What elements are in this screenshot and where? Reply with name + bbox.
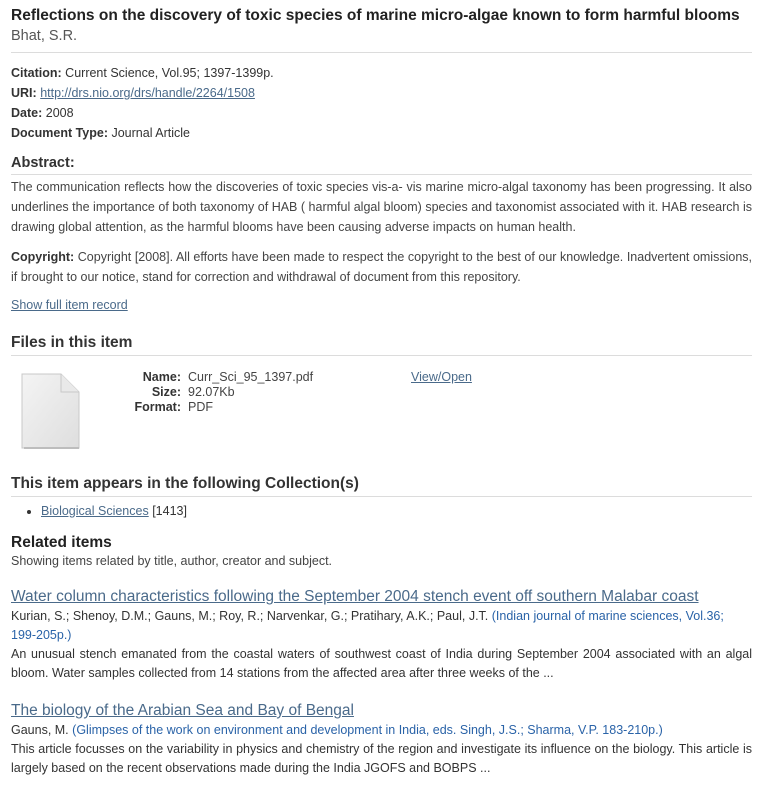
item-header bbox=[11, 6, 752, 53]
related-item-authors: Gauns, M. bbox=[11, 723, 69, 737]
file-values bbox=[188, 370, 313, 415]
related-item-authors: Kurian, S.; Shenoy, D.M.; Gauns, M.; Roy, R.; Narvenkar, G.; Pratihary, A.K.; Paul, J.T. bbox=[11, 609, 489, 623]
collection-link[interactable]: Biological Sciences bbox=[41, 504, 149, 518]
abstract-divider bbox=[11, 174, 752, 175]
file-format-label: Format: bbox=[134, 400, 181, 414]
item-title: Reflections on the discovery of toxic species of marine micro-algae known to form harmful blooms bbox=[11, 7, 740, 24]
file-labels bbox=[123, 370, 181, 415]
uri-row bbox=[11, 83, 752, 103]
doctype-row bbox=[11, 123, 752, 143]
file-format-value: PDF bbox=[188, 400, 213, 414]
abstract-heading: Abstract: bbox=[11, 155, 75, 171]
collections-list bbox=[11, 503, 752, 519]
collection-count: [1413] bbox=[152, 504, 187, 518]
uri-label: URI: bbox=[11, 86, 37, 100]
item-author: Bhat, S.R. bbox=[11, 28, 78, 44]
show-full-record-link[interactable]: Show full item record bbox=[11, 298, 128, 312]
related-item bbox=[11, 701, 752, 778]
uri-link[interactable]: http://drs.nio.org/drs/handle/2264/1508 bbox=[40, 86, 255, 100]
related-item-meta bbox=[11, 721, 752, 740]
file-icon[interactable] bbox=[19, 372, 81, 450]
date-label: Date: bbox=[11, 106, 43, 120]
file-entry bbox=[11, 356, 752, 466]
doctype-value: Journal Article bbox=[111, 126, 190, 140]
view-open-link[interactable]: View/Open bbox=[411, 370, 472, 384]
copyright-block bbox=[11, 247, 752, 287]
related-item-publication: (Glimpses of the work on environment and development in India, eds. Singh, J.S.; Sharma, V.P. 183-210p.) bbox=[72, 723, 663, 737]
related-item bbox=[11, 587, 752, 683]
file-size-label: Size: bbox=[151, 385, 181, 399]
related-item-title-link[interactable]: Water column characteristics following the September 2004 stench event off southern Malabar coast bbox=[11, 588, 699, 605]
date-value: 2008 bbox=[45, 106, 74, 120]
file-name-label: Name: bbox=[142, 370, 181, 384]
date-row bbox=[11, 103, 752, 123]
collection-item bbox=[41, 503, 752, 519]
related-item-title-link[interactable]: The biology of the Arabian Sea and Bay of Bengal bbox=[11, 702, 354, 719]
files-heading: Files in this item bbox=[11, 333, 752, 356]
related-item-publication: (Indian journal of marine sciences, Vol.36; 199-205p.) bbox=[11, 609, 724, 642]
collections-heading: This item appears in the following Collection(s) bbox=[11, 474, 752, 497]
doctype-label: Document Type: bbox=[11, 126, 108, 140]
citation-value: Current Science, Vol.95; 1397-1399p. bbox=[65, 66, 274, 80]
citation-label: Citation: bbox=[11, 66, 62, 80]
item-metadata bbox=[11, 63, 752, 143]
citation-row bbox=[11, 63, 752, 83]
related-item-abstract: This article focusses on the variability in physics and chemistry of the region and investigate its influence on the biology. This article is largely based on the recent observations made during the India JGOFS and BOBPS ... bbox=[11, 742, 752, 775]
copyright-label: Copyright: bbox=[11, 250, 75, 264]
abstract-text: The communication reflects how the discoveries of toxic species vis-a- vis marine micro-algal taxonomy has been progressing. It also underlines the importance of both taxonomy of HAB ( harmful algal bloom) species and taxonomist associated with it. HAB research is drawing global attention, as the harmful blooms have been causing adverse impacts on human health. bbox=[11, 180, 752, 234]
file-size-value: 92.07Kb bbox=[188, 385, 235, 399]
related-item-meta bbox=[11, 607, 752, 645]
related-heading: Related items bbox=[11, 534, 112, 551]
file-name-value: Curr_Sci_95_1397.pdf bbox=[188, 370, 314, 384]
related-item-abstract: An unusual stench emanated from the coastal waters of southwest coast of India during September 2004 associated with an algal bloom. Water samples collected from 14 stations from the affected area after three weeks of the ... bbox=[11, 647, 752, 680]
related-subheading: Showing items related by title, author, creator and subject. bbox=[11, 554, 333, 568]
copyright-text: Copyright [2008]. All efforts have been made to respect the copyright to the best of our knowledge. Inadvertent omissions, if brought to our notice, stand for correction and withdrawal of document from this repository. bbox=[11, 250, 752, 284]
